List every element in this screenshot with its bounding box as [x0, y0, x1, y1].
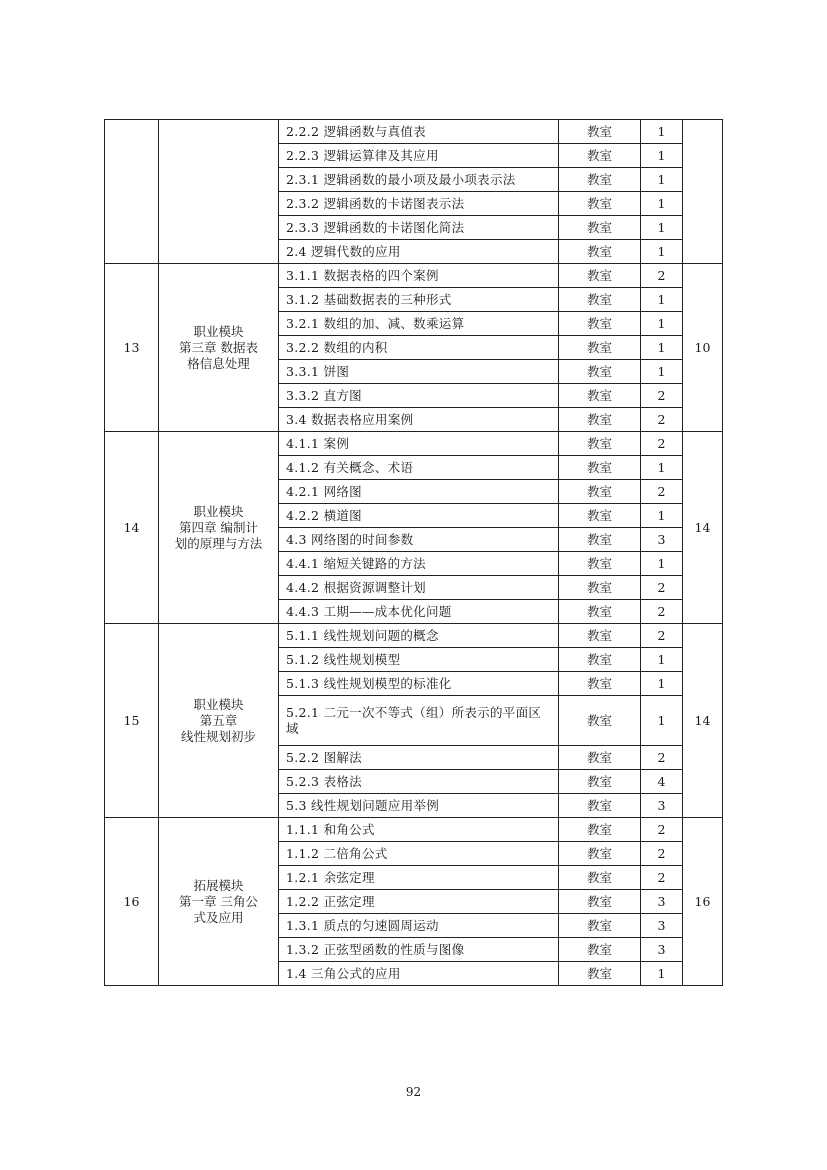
module-cell — [159, 120, 279, 264]
topic-cell: 1.2.1 余弦定理 — [279, 866, 559, 890]
classroom-cell: 教室 — [559, 192, 641, 216]
topic-cell: 2.3.1 逻辑函数的最小项及最小项表示法 — [279, 168, 559, 192]
module-title-line: 第四章 编制计 — [179, 519, 258, 535]
table-row — [105, 120, 723, 144]
topic-cell: 5.1.2 线性规划模型 — [279, 648, 559, 672]
topic-cell: 1.1.2 二倍角公式 — [279, 842, 559, 866]
hours-cell: 2 — [641, 624, 683, 648]
classroom-cell: 教室 — [559, 480, 641, 504]
table-body — [105, 120, 723, 986]
hours-cell: 4 — [641, 770, 683, 794]
topic-cell: 5.2.2 图解法 — [279, 746, 559, 770]
classroom-cell: 教室 — [559, 818, 641, 842]
classroom-cell: 教室 — [559, 528, 641, 552]
classroom-cell: 教室 — [559, 384, 641, 408]
hours-cell: 1 — [641, 216, 683, 240]
classroom-cell: 教室 — [559, 890, 641, 914]
classroom-cell: 教室 — [559, 648, 641, 672]
topic-cell: 2.4 逻辑代数的应用 — [279, 240, 559, 264]
table-row — [105, 432, 723, 456]
classroom-cell: 教室 — [559, 456, 641, 480]
chapter-number-cell: 15 — [105, 624, 159, 818]
topic-cell: 5.1.1 线性规划问题的概念 — [279, 624, 559, 648]
classroom-cell: 教室 — [559, 624, 641, 648]
topic-cell: 2.2.3 逻辑运算律及其应用 — [279, 144, 559, 168]
classroom-cell: 教室 — [559, 962, 641, 986]
hours-cell: 2 — [641, 746, 683, 770]
module-title-line: 职业模块 — [193, 696, 244, 712]
page-number: 92 — [405, 1085, 422, 1099]
classroom-cell: 教室 — [559, 552, 641, 576]
classroom-cell: 教室 — [559, 408, 641, 432]
hours-cell: 1 — [641, 336, 683, 360]
hours-cell: 2 — [641, 408, 683, 432]
classroom-cell: 教室 — [559, 360, 641, 384]
total-hours-cell — [683, 120, 723, 264]
topic-cell: 1.4 三角公式的应用 — [279, 962, 559, 986]
topic-cell: 4.1.2 有关概念、术语 — [279, 456, 559, 480]
total-hours-cell: 10 — [683, 264, 723, 432]
hours-cell: 1 — [641, 962, 683, 986]
table-row — [105, 264, 723, 288]
classroom-cell: 教室 — [559, 504, 641, 528]
classroom-cell: 教室 — [559, 866, 641, 890]
table-row — [105, 624, 723, 648]
hours-cell: 2 — [641, 264, 683, 288]
topic-cell: 2.3.2 逻辑函数的卡诺图表示法 — [279, 192, 559, 216]
hours-cell: 3 — [641, 890, 683, 914]
topic-cell: 2.2.2 逻辑函数与真值表 — [279, 120, 559, 144]
module-title-line: 线性规划初步 — [180, 728, 256, 744]
classroom-cell: 教室 — [559, 672, 641, 696]
hours-cell: 3 — [641, 528, 683, 552]
topic-cell: 1.3.2 正弦型函数的性质与图像 — [279, 938, 559, 962]
module-title-line: 第一章 三角公 — [179, 893, 258, 909]
classroom-cell: 教室 — [559, 938, 641, 962]
table-row — [105, 818, 723, 842]
hours-cell: 1 — [641, 120, 683, 144]
module-cell — [159, 264, 279, 432]
topic-cell: 5.3 线性规划问题应用举例 — [279, 794, 559, 818]
classroom-cell: 教室 — [559, 216, 641, 240]
topic-cell: 1.3.1 质点的匀速圆周运动 — [279, 914, 559, 938]
hours-cell: 1 — [641, 360, 683, 384]
module-title-line: 职业模块 — [193, 323, 244, 339]
topic-cell: 5.2.1 二元一次不等式（组）所表示的平面区域 — [279, 696, 559, 746]
module-title-line: 第三章 数据表 — [179, 339, 258, 355]
module-title-line: 拓展模块 — [193, 877, 244, 893]
classroom-cell: 教室 — [559, 696, 641, 746]
classroom-cell: 教室 — [559, 794, 641, 818]
module-title-line: 划的原理与方法 — [174, 535, 263, 551]
classroom-cell: 教室 — [559, 746, 641, 770]
hours-cell: 2 — [641, 866, 683, 890]
classroom-cell: 教室 — [559, 432, 641, 456]
topic-cell: 3.2.1 数组的加、减、数乘运算 — [279, 312, 559, 336]
classroom-cell: 教室 — [559, 312, 641, 336]
topic-cell: 5.2.3 表格法 — [279, 770, 559, 794]
hours-cell: 3 — [641, 914, 683, 938]
classroom-cell: 教室 — [559, 842, 641, 866]
hours-cell: 1 — [641, 192, 683, 216]
classroom-cell: 教室 — [559, 240, 641, 264]
module-cell — [159, 818, 279, 986]
topic-cell: 4.3 网络图的时间参数 — [279, 528, 559, 552]
topic-cell: 4.1.1 案例 — [279, 432, 559, 456]
module-title-line: 式及应用 — [193, 909, 244, 925]
module-title-line: 职业模块 — [193, 503, 244, 519]
hours-cell: 2 — [641, 480, 683, 504]
hours-cell: 2 — [641, 576, 683, 600]
topic-cell: 2.3.3 逻辑函数的卡诺图化简法 — [279, 216, 559, 240]
chapter-number-cell: 14 — [105, 432, 159, 624]
classroom-cell: 教室 — [559, 120, 641, 144]
module-title-line: 第五章 — [199, 712, 238, 728]
hours-cell: 1 — [641, 552, 683, 576]
chapter-number-cell — [105, 120, 159, 264]
topic-cell: 3.2.2 数组的内积 — [279, 336, 559, 360]
topic-cell: 3.1.2 基础数据表的三种形式 — [279, 288, 559, 312]
topic-cell: 1.1.1 和角公式 — [279, 818, 559, 842]
classroom-cell: 教室 — [559, 144, 641, 168]
hours-cell: 2 — [641, 432, 683, 456]
classroom-cell: 教室 — [559, 336, 641, 360]
hours-cell: 1 — [641, 288, 683, 312]
topic-cell: 1.2.2 正弦定理 — [279, 890, 559, 914]
hours-cell: 1 — [641, 648, 683, 672]
topic-cell: 4.2.1 网络图 — [279, 480, 559, 504]
total-hours-cell: 16 — [683, 818, 723, 986]
topic-cell: 4.4.1 缩短关键路的方法 — [279, 552, 559, 576]
total-hours-cell: 14 — [683, 624, 723, 818]
hours-cell: 2 — [641, 384, 683, 408]
classroom-cell: 教室 — [559, 264, 641, 288]
hours-cell: 1 — [641, 504, 683, 528]
hours-cell: 2 — [641, 842, 683, 866]
hours-cell: 3 — [641, 938, 683, 962]
hours-cell: 1 — [641, 696, 683, 746]
topic-cell: 4.4.3 工期——成本优化问题 — [279, 600, 559, 624]
topic-cell: 5.1.3 线性规划模型的标准化 — [279, 672, 559, 696]
classroom-cell: 教室 — [559, 576, 641, 600]
classroom-cell: 教室 — [559, 600, 641, 624]
hours-cell: 2 — [641, 818, 683, 842]
hours-cell: 2 — [641, 600, 683, 624]
chapter-number-cell: 16 — [105, 818, 159, 986]
topic-cell: 4.4.2 根据资源调整计划 — [279, 576, 559, 600]
hours-cell: 1 — [641, 168, 683, 192]
classroom-cell: 教室 — [559, 168, 641, 192]
hours-cell: 1 — [641, 456, 683, 480]
total-hours-cell: 14 — [683, 432, 723, 624]
course-schedule-table — [104, 119, 723, 986]
hours-cell: 1 — [641, 672, 683, 696]
classroom-cell: 教室 — [559, 770, 641, 794]
hours-cell: 1 — [641, 312, 683, 336]
chapter-number-cell: 13 — [105, 264, 159, 432]
topic-cell: 4.2.2 横道图 — [279, 504, 559, 528]
module-title-line: 格信息处理 — [187, 355, 250, 371]
topic-cell: 3.3.2 直方图 — [279, 384, 559, 408]
classroom-cell: 教室 — [559, 914, 641, 938]
hours-cell: 1 — [641, 144, 683, 168]
hours-cell: 1 — [641, 240, 683, 264]
topic-cell: 3.1.1 数据表格的四个案例 — [279, 264, 559, 288]
topic-cell: 3.3.1 饼图 — [279, 360, 559, 384]
module-cell — [159, 432, 279, 624]
topic-cell: 3.4 数据表格应用案例 — [279, 408, 559, 432]
hours-cell: 3 — [641, 794, 683, 818]
module-cell — [159, 624, 279, 818]
classroom-cell: 教室 — [559, 288, 641, 312]
